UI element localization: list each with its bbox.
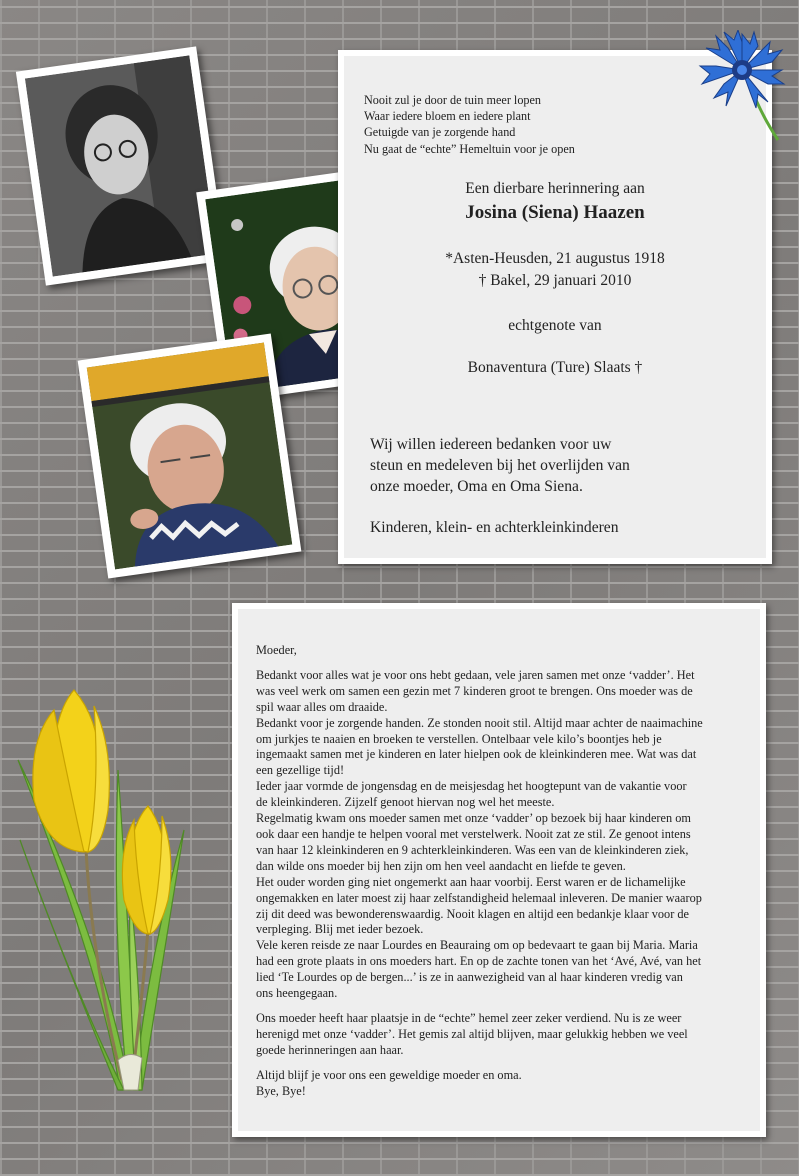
letter-line: ingemaakt samen met je kinderen en later hielpen ook de kleinkinderen mee. Wat was dat [256, 747, 697, 762]
letter-line: Regelmatig kwam ons moeder samen met onze ‘vadder’ op bezoek bij haar kinderen om [256, 811, 691, 826]
letter-line: Vele keren reisde ze naar Lourdes en Beauraing om op bedevaart te gaan bij Maria. Maria [256, 938, 698, 953]
poem-line: Waar iedere bloem en iedere plant [364, 109, 531, 124]
deceased-name: Josina (Siena) Haazen [465, 202, 645, 223]
letter-line: Ons moeder heeft haar plaatsje in de “echte” hemel zeer zeker verdiend. Nu is ze weer [256, 1010, 682, 1025]
cornflower-icon [698, 30, 794, 144]
letter-line: ongemakken en later moest zij haar zelfstandigheid helemaal inleveren. De manier waarop [256, 890, 702, 905]
letter-line: lied ‘Te Lourdes op de bergen...’ is ze in aanwezigheid van al haar kinderen vredig van [256, 970, 683, 985]
letter-card [232, 603, 766, 1137]
death-info: † Bakel, 29 januari 2010 [478, 272, 632, 289]
poem-line: Getuigde van je zorgende hand [364, 125, 516, 140]
letter-line: om jurkjes te naaien en broeken te verstellen. Ontelbaar vele kilo’s boontjes heb je [256, 731, 662, 746]
letter-line: verpleging. Blij met ieder bezoek. [256, 922, 424, 937]
letter-closing: Bye, Bye! [256, 1083, 306, 1098]
thanks-line: onze moeder, Oma en Oma Siena. [370, 478, 583, 495]
memorial-intro: Een dierbare herinnering aan [465, 180, 645, 197]
letter-line: Bedankt voor alles wat je voor ons hebt gedaan, vele jaren samen met onze ‘vadder’. Het [256, 667, 695, 682]
letter-line: van haar 12 kleinkinderen en 9 achterkleinkinderen. Was een van de kleinkinderen ziek, [256, 842, 689, 857]
letter-line: Bedankt voor je zorgende handen. Ze stonden nooit stil. Altijd maar achter de naaimachine [256, 715, 703, 730]
letter-line: goede herinneringen aan haar. [256, 1042, 404, 1057]
spouse-name: Bonaventura (Ture) Slaats † [467, 359, 643, 376]
thanks-line: steun en medeleven bij het overlijden van [370, 457, 630, 474]
thanks-message [370, 434, 630, 497]
crocus-icon [8, 680, 198, 1100]
family-signoff: Kinderen, klein- en achterkleinkinderen [370, 519, 619, 536]
letter-line: spil waar alles om draaide. [256, 699, 388, 714]
letter-line: Het ouder worden ging niet ongemerkt aan haar voorbij. Eerst waren er de lichamelijke [256, 874, 686, 889]
letter-closing: Altijd blijf je voor ons een geweldige moeder en oma. [256, 1067, 522, 1082]
poem-line: Nooit zul je door de tuin meer lopen [364, 93, 542, 107]
letter-line: zij dit deed was bewonderenswaardig. Nooit klagen en altijd een bedankje klaar voor de [256, 906, 689, 921]
letter-text [256, 643, 756, 1099]
letter-line: Ieder jaar vormde de jongensdag en de meisjesdag het hoogtepunt van de vakantie voor [256, 779, 687, 794]
portrait-outdoor-image [87, 343, 293, 570]
birth-info: *Asten-Heusden, 21 augustus 1918 [445, 250, 665, 267]
letter-line: de kleinkinderen. Zijzelf genoot hiervan nog wel het meeste. [256, 795, 555, 810]
portrait-photo-young [16, 46, 226, 285]
letter-line: was veel werk om samen een gezin met 7 kinderen groot te brengen. Ons moeder was de [256, 683, 693, 698]
letter-line: ons heengegaan. [256, 986, 338, 1001]
thanks-line: Wij willen iedereen bedanken voor uw [370, 436, 612, 453]
letter-line: dan wilde ons moeder bij hen zijn om hen veel aandacht en liefde te geven. [256, 858, 626, 873]
poem-line: Nu gaat de “echte” Hemeltuin voor je open [364, 141, 575, 156]
poem [364, 92, 575, 157]
spouse-label: echtgenote van [508, 317, 602, 334]
letter-line: had een grote plaats in ons moeders hart. En op de zachte tonen van het ‘Avé, Avé, van het [256, 954, 702, 969]
letter-greeting: Moeder, [256, 643, 297, 657]
letter-line: herenigd met onze ‘vadder’. Het gemis zal altijd blijven, maar gelukkig hebben we veel [256, 1026, 688, 1041]
portrait-young-image [25, 55, 217, 276]
letter-line: ook daar een handje te helpen vooral met verstelwerk. Nooit zat ze stil. Ze genoot intens [256, 826, 691, 841]
portrait-photo-outdoor [78, 334, 302, 579]
letter-line: een gezellige tijd! [256, 763, 345, 778]
